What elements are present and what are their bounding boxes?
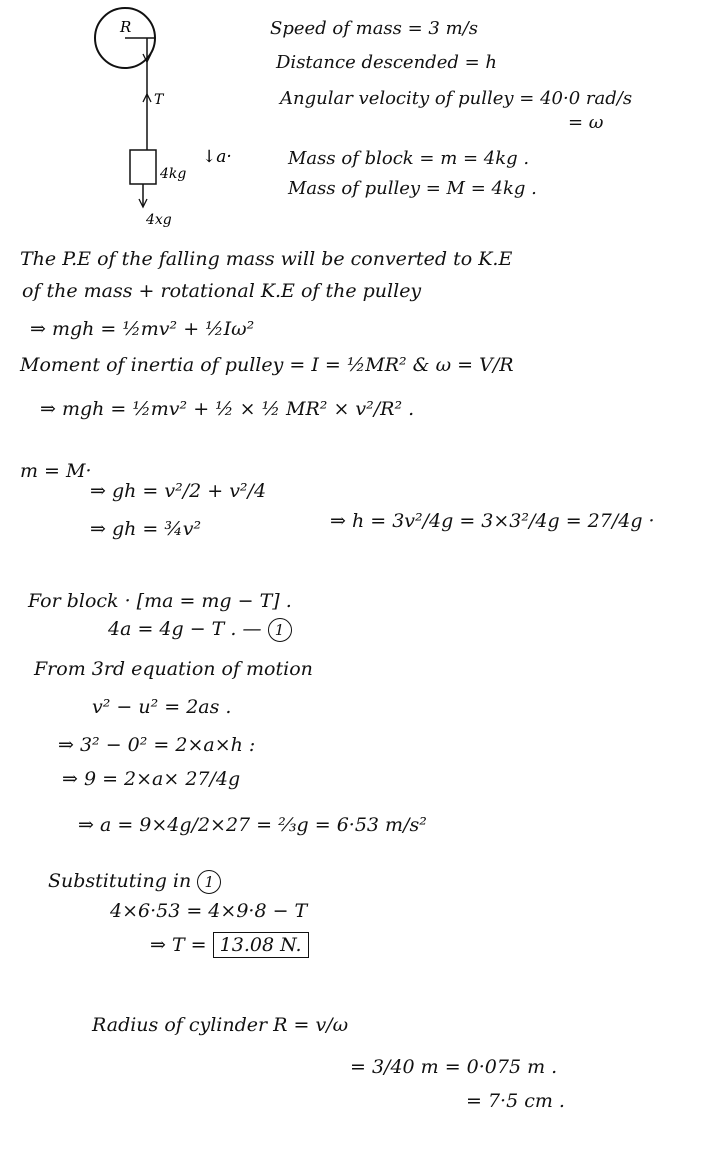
- energy-statement-2: of the mass + rotational K.E of the pulley: [22, 280, 422, 302]
- tension-label: T: [154, 92, 164, 108]
- tension-prefix: ⇒ T =: [150, 934, 207, 956]
- motion-substituted: ⇒ 3² − 0² = 2×a×h :: [58, 734, 256, 756]
- equation-1-text: 4a = 4g − T . —: [108, 618, 262, 640]
- motion-9: ⇒ 9 = 2×a× 27/4g: [62, 768, 241, 790]
- gh-equation-2: ⇒ gh = ¾v²: [90, 518, 202, 540]
- energy-equation: ⇒ mgh = ½mv² + ½Iω²: [30, 318, 255, 340]
- given-angular-velocity: Angular velocity of pulley = 40·0 rad/s: [280, 88, 633, 109]
- given-mass-pulley: Mass of pulley = M = 4kg .: [288, 178, 537, 199]
- mass-equal: m = M·: [20, 460, 92, 482]
- equation-1: [108, 618, 292, 642]
- given-distance: Distance descended = h: [276, 52, 497, 73]
- given-mass-block: Mass of block = m = 4kg .: [288, 148, 530, 169]
- h-result: ⇒ h = 3v²/4g = 3×3²/4g = 27/4g ·: [330, 510, 655, 532]
- tension-equation: 4×6·53 = 4×9·8 − T: [110, 900, 308, 922]
- given-speed: Speed of mass = 3 m/s: [270, 18, 478, 39]
- radius-value: = 3/40 m = 0·075 m .: [350, 1056, 558, 1078]
- block-force-equation: For block · [ma = mg − T] .: [28, 590, 292, 612]
- acceleration-label: ↓a·: [202, 147, 232, 167]
- substituting-text: Substituting in: [48, 870, 192, 892]
- block: [130, 150, 156, 184]
- block-label: 4kg: [160, 166, 187, 182]
- moment-of-inertia: Moment of inertia of pulley = I = ½MR² & ω = V/R: [20, 354, 514, 376]
- weight-label: 4xg: [146, 212, 172, 228]
- radius-cm: = 7·5 cm .: [466, 1090, 565, 1112]
- acceleration-result: ⇒ a = 9×4g/2×27 = ⅔g = 6·53 m/s²: [78, 814, 427, 836]
- pulley-diagram: [80, 0, 260, 230]
- pulley-label: R: [120, 18, 132, 36]
- gh-equation-1: ⇒ gh = v²/2 + v²/4: [90, 480, 267, 502]
- motion-equation: v² − u² = 2as .: [92, 696, 232, 718]
- equation-number-1: 1: [268, 618, 292, 642]
- energy-statement-1: The P.E of the falling mass will be converted to K.E: [20, 248, 513, 270]
- equation-ref-1: 1: [197, 870, 221, 894]
- radius-equation: Radius of cylinder R = v/ω: [92, 1014, 349, 1036]
- motion-equation-heading: From 3rd equation of motion: [34, 658, 313, 680]
- given-omega: = ω: [568, 112, 604, 133]
- energy-substituted: ⇒ mgh = ½mv² + ½ × ½ MR² × v²/R² .: [40, 398, 415, 420]
- tension-answer-box: 13.08 N.: [213, 932, 309, 958]
- tension-result: [150, 934, 309, 956]
- substituting-line: [48, 870, 221, 894]
